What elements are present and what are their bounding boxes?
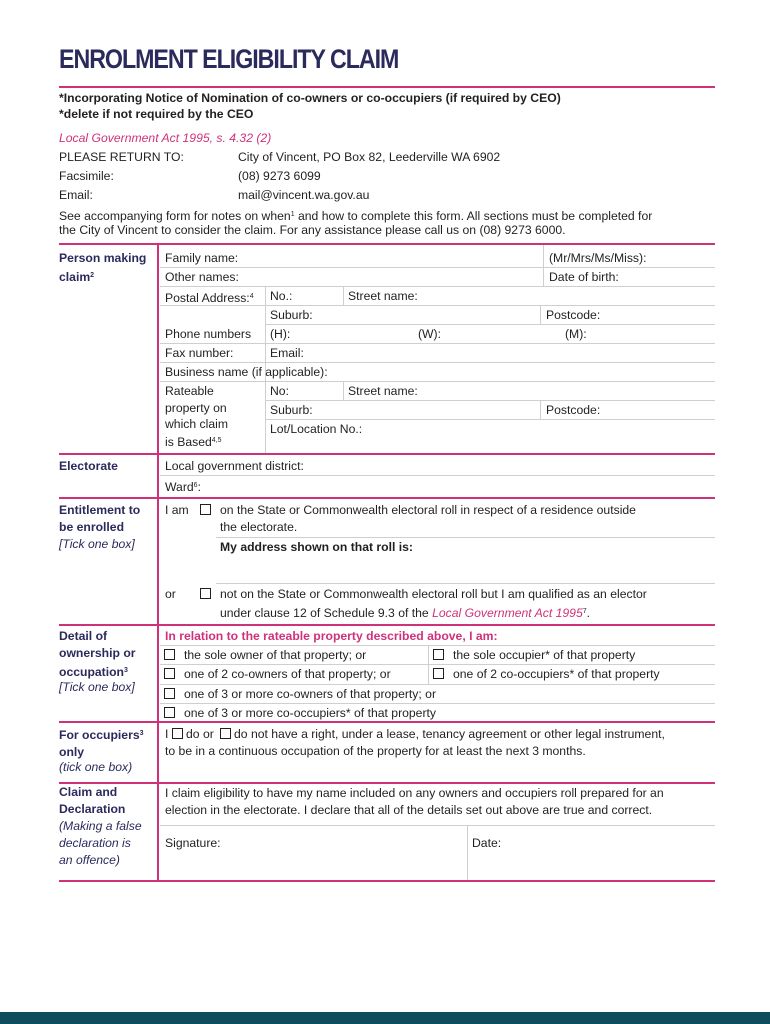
section-rule bbox=[59, 453, 715, 455]
row-line bbox=[160, 343, 715, 344]
rateable-no-field[interactable]: No: bbox=[270, 384, 289, 398]
three-owners-label: one of 3 or more co-owners of that property; or bbox=[184, 687, 436, 701]
sole-owner-checkbox[interactable] bbox=[164, 649, 175, 660]
section-rule bbox=[59, 880, 715, 882]
other-names-field[interactable]: Other names: bbox=[165, 270, 239, 284]
declaration-text-1: I claim eligibility to have my name included on any owners and occupiers roll prepared for an bbox=[165, 786, 664, 800]
rateable-lot-field[interactable]: Lot/Location No.: bbox=[270, 422, 363, 436]
roll-address-field[interactable]: My address shown on that roll is: bbox=[220, 540, 413, 554]
entitlement-opt2-line2: under clause 12 of Schedule 9.3 of the Local Government Act 1995$^7$. bbox=[220, 606, 591, 620]
return-value: City of Vincent, PO Box 82, Leederville WA 6902 bbox=[238, 150, 501, 164]
phone-work-field[interactable]: (W): bbox=[418, 327, 442, 341]
subtitle-2: *delete if not required by the CEO bbox=[59, 107, 254, 121]
two-owners-label: one of 2 co-owners of that property; or bbox=[184, 667, 391, 681]
occupiers-line-2: to be in a continuous occupation of the property for at least the next 3 months. bbox=[165, 744, 586, 758]
email-label: Email: bbox=[59, 188, 93, 202]
dob-field[interactable]: Date of birth: bbox=[549, 270, 619, 284]
three-owners-checkbox[interactable] bbox=[164, 688, 175, 699]
col-line bbox=[540, 400, 541, 419]
col-line bbox=[343, 381, 344, 400]
fax-number-field[interactable]: Fax number: bbox=[165, 346, 234, 360]
row-line bbox=[265, 419, 715, 420]
fax-value: (08) 9273 6099 bbox=[238, 169, 321, 183]
row-line bbox=[160, 362, 715, 363]
phone-mobile-field[interactable]: (M): bbox=[565, 327, 587, 341]
declaration-section-label: Claim and Declaration bbox=[59, 785, 126, 816]
occupiers-line-1: I bbox=[165, 727, 169, 741]
section-rule bbox=[59, 624, 715, 626]
title-rule bbox=[59, 86, 715, 88]
row-line bbox=[160, 267, 715, 268]
signature-field[interactable]: Signature: bbox=[165, 836, 221, 850]
family-name-field[interactable]: Family name: bbox=[165, 251, 239, 265]
ownership-section-label: Detail of ownership or occupation$^3$ bbox=[59, 629, 136, 679]
intro-line-1: See accompanying form for notes on when$^1$ and how to complete this form. All sections must be completed for bbox=[59, 209, 653, 223]
col-line bbox=[543, 245, 544, 286]
three-occupiers-checkbox[interactable] bbox=[164, 707, 175, 718]
two-occupiers-label: one of 2 co-occupiers* of that property bbox=[453, 667, 660, 681]
occupier-do-label: do or bbox=[186, 727, 214, 741]
occupier-do-checkbox[interactable] bbox=[172, 728, 183, 739]
title-field[interactable]: (Mr/Mrs/Ms/Miss): bbox=[549, 251, 647, 265]
rateable-property-label: Rateable property on which claim is Based$^{4,5}$ bbox=[165, 384, 228, 449]
act-reference: Local Government Act 1995, s. 4.32 (2) bbox=[59, 131, 272, 145]
rateable-suburb-field[interactable]: Suburb: bbox=[270, 403, 313, 417]
row-line bbox=[265, 400, 715, 401]
phone-label: Phone numbers bbox=[165, 327, 252, 341]
row-line bbox=[160, 684, 715, 685]
entitlement-opt1-line2: the electorate. bbox=[220, 520, 298, 534]
row-line bbox=[265, 324, 715, 325]
label-column-divider bbox=[157, 245, 159, 881]
row-line bbox=[160, 703, 715, 704]
intro-line-2: the City of Vincent to consider the claim. For any assistance please call us on (08) 9273 6000. bbox=[59, 223, 566, 237]
row-line bbox=[160, 286, 715, 287]
electorate-section-label: Electorate bbox=[59, 459, 118, 473]
entitlement-note: [Tick one box] bbox=[59, 537, 135, 551]
section-rule bbox=[59, 497, 715, 499]
row-line bbox=[160, 381, 715, 382]
email-value[interactable]: mail@vincent.wa.gov.au bbox=[238, 188, 370, 202]
email-field[interactable]: Email: bbox=[270, 346, 304, 360]
postal-street-field[interactable]: Street name: bbox=[348, 289, 418, 303]
section-rule bbox=[59, 782, 715, 784]
district-field[interactable]: Local government district: bbox=[165, 459, 304, 473]
occupiers-section-label: For occupiers$^3$ only bbox=[59, 728, 144, 759]
declaration-text-2: election in the electorate. I declare that all of the details set out above are true and correct. bbox=[165, 803, 653, 817]
col-line bbox=[540, 305, 541, 324]
sole-occupier-checkbox[interactable] bbox=[433, 649, 444, 660]
ownership-heading: In relation to the rateable property described above, I am: bbox=[165, 629, 498, 643]
occupier-do-not-label: do not have a right, under a lease, tenancy agreement or other legal instrument, bbox=[234, 727, 665, 741]
row-line bbox=[160, 664, 715, 665]
business-name-field[interactable]: Business name (if applicable): bbox=[165, 365, 328, 379]
col-line bbox=[467, 825, 468, 880]
occupier-do-not-checkbox[interactable] bbox=[220, 728, 231, 739]
two-occupiers-checkbox[interactable] bbox=[433, 668, 444, 679]
ward-field[interactable]: Ward$^6$: bbox=[165, 480, 201, 494]
date-field[interactable]: Date: bbox=[472, 836, 502, 850]
row-line bbox=[216, 583, 715, 584]
row-line bbox=[160, 825, 715, 826]
i-am-label: I am bbox=[165, 503, 189, 517]
postal-no-field[interactable]: No.: bbox=[270, 289, 293, 303]
phone-home-field[interactable]: (H): bbox=[270, 327, 291, 341]
declaration-note: (Making a false declaration is an offence) bbox=[59, 819, 142, 867]
rateable-street-field[interactable]: Street name: bbox=[348, 384, 418, 398]
return-label: PLEASE RETURN TO: bbox=[59, 150, 184, 164]
or-label: or bbox=[165, 587, 176, 601]
footer-bar bbox=[0, 1012, 770, 1024]
postal-postcode-field[interactable]: Postcode: bbox=[546, 308, 601, 322]
row-line bbox=[160, 645, 715, 646]
entitlement-section-label: Entitlement to be enrolled bbox=[59, 503, 141, 534]
fax-label: Facsimile: bbox=[59, 169, 114, 183]
two-owners-checkbox[interactable] bbox=[164, 668, 175, 679]
row-line bbox=[216, 537, 715, 538]
entitlement-on-roll-checkbox[interactable] bbox=[200, 504, 211, 515]
ownership-note: [Tick one box] bbox=[59, 680, 135, 694]
entitlement-opt1-line1: on the State or Commonwealth electoral roll in respect of a residence outside bbox=[220, 503, 636, 517]
col-line bbox=[428, 645, 429, 684]
occupiers-note: (tick one box) bbox=[59, 760, 133, 774]
postal-suburb-field[interactable]: Suburb: bbox=[270, 308, 313, 322]
page-title: ENROLMENT ELIGIBILITY CLAIM bbox=[59, 44, 399, 74]
row-line bbox=[160, 475, 715, 476]
rateable-postcode-field[interactable]: Postcode: bbox=[546, 403, 601, 417]
sole-occupier-label: the sole occupier* of that property bbox=[453, 648, 636, 662]
sole-owner-label: the sole owner of that property; or bbox=[184, 648, 367, 662]
three-occupiers-label: one of 3 or more co-occupiers* of that property bbox=[184, 706, 437, 720]
entitlement-opt2-line1: not on the State or Commonwealth electoral roll but I am qualified as an elector bbox=[220, 587, 647, 601]
col-line bbox=[343, 286, 344, 305]
postal-address-label: Postal Address:$^4$ bbox=[165, 291, 254, 305]
subtitle-1: *Incorporating Notice of Nomination of co-owners or co-occupiers (if required by CEO) bbox=[59, 91, 561, 105]
entitlement-not-on-roll-checkbox[interactable] bbox=[200, 588, 211, 599]
section-rule bbox=[59, 721, 715, 723]
person-section-label: Person making claim$^2$ bbox=[59, 251, 147, 284]
